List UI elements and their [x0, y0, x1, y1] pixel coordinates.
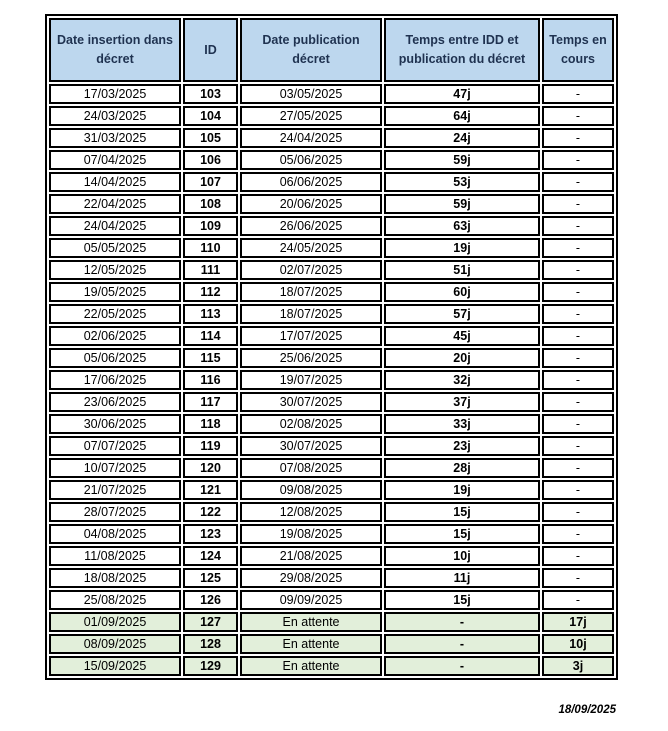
cell-temps-en-cours: -	[542, 216, 614, 236]
cell-date-insertion: 31/03/2025	[49, 128, 181, 148]
cell-id: 123	[183, 524, 238, 544]
table-row	[49, 480, 614, 500]
cell-temps-entre: 32j	[384, 370, 540, 390]
cell-temps-en-cours: -	[542, 436, 614, 456]
table-row	[49, 502, 614, 522]
table-body	[49, 84, 614, 676]
cell-temps-entre: 53j	[384, 172, 540, 192]
cell-date-insertion: 18/08/2025	[49, 568, 181, 588]
cell-temps-en-cours: -	[542, 128, 614, 148]
report-date: 18/09/2025	[558, 704, 616, 716]
cell-temps-en-cours: -	[542, 546, 614, 566]
table-row	[49, 568, 614, 588]
cell-temps-entre: 64j	[384, 106, 540, 126]
cell-id: 110	[183, 238, 238, 258]
cell-temps-en-cours: -	[542, 370, 614, 390]
header-row	[49, 18, 614, 82]
cell-date-publication: 21/08/2025	[240, 546, 382, 566]
cell-temps-en-cours: -	[542, 414, 614, 434]
cell-date-publication: 24/04/2025	[240, 128, 382, 148]
cell-date-publication: 03/05/2025	[240, 84, 382, 104]
cell-temps-entre: 51j	[384, 260, 540, 280]
cell-temps-entre: 10j	[384, 546, 540, 566]
cell-date-insertion: 10/07/2025	[49, 458, 181, 478]
cell-id: 116	[183, 370, 238, 390]
table-row	[49, 370, 614, 390]
cell-date-insertion: 05/06/2025	[49, 348, 181, 368]
cell-date-insertion: 22/05/2025	[49, 304, 181, 324]
cell-id: 106	[183, 150, 238, 170]
cell-temps-entre: 63j	[384, 216, 540, 236]
cell-id: 111	[183, 260, 238, 280]
cell-temps-entre: 59j	[384, 194, 540, 214]
cell-temps-entre: 47j	[384, 84, 540, 104]
header-temps-entre: Temps entre IDD et publication du décret	[384, 18, 540, 82]
cell-temps-entre: 23j	[384, 436, 540, 456]
table-row	[49, 524, 614, 544]
cell-id: 108	[183, 194, 238, 214]
cell-date-publication: 09/08/2025	[240, 480, 382, 500]
cell-temps-en-cours: -	[542, 480, 614, 500]
cell-date-publication: En attente	[240, 656, 382, 676]
cell-temps-en-cours: -	[542, 392, 614, 412]
cell-temps-entre: -	[384, 634, 540, 654]
cell-temps-en-cours: -	[542, 304, 614, 324]
cell-date-insertion: 07/07/2025	[49, 436, 181, 456]
cell-temps-en-cours: -	[542, 568, 614, 588]
cell-date-insertion: 17/03/2025	[49, 84, 181, 104]
cell-temps-en-cours: -	[542, 194, 614, 214]
table-row	[49, 634, 614, 654]
cell-date-publication: En attente	[240, 634, 382, 654]
header-date-publication: Date publication décret	[240, 18, 382, 82]
cell-date-insertion: 19/05/2025	[49, 282, 181, 302]
table-row	[49, 326, 614, 346]
cell-id: 121	[183, 480, 238, 500]
cell-id: 109	[183, 216, 238, 236]
cell-date-publication: 18/07/2025	[240, 304, 382, 324]
cell-temps-en-cours: -	[542, 348, 614, 368]
cell-temps-en-cours: -	[542, 106, 614, 126]
cell-date-insertion: 17/06/2025	[49, 370, 181, 390]
cell-id: 105	[183, 128, 238, 148]
cell-temps-entre: 28j	[384, 458, 540, 478]
cell-temps-entre: 15j	[384, 502, 540, 522]
cell-temps-en-cours: -	[542, 172, 614, 192]
cell-id: 122	[183, 502, 238, 522]
cell-temps-entre: 57j	[384, 304, 540, 324]
cell-id: 125	[183, 568, 238, 588]
cell-temps-entre: 15j	[384, 524, 540, 544]
cell-id: 128	[183, 634, 238, 654]
cell-date-insertion: 24/04/2025	[49, 216, 181, 236]
cell-temps-entre: 15j	[384, 590, 540, 610]
cell-date-publication: 26/06/2025	[240, 216, 382, 236]
cell-id: 129	[183, 656, 238, 676]
table-row	[49, 106, 614, 126]
cell-date-insertion: 07/04/2025	[49, 150, 181, 170]
cell-date-insertion: 01/09/2025	[49, 612, 181, 632]
cell-id: 104	[183, 106, 238, 126]
table-row	[49, 216, 614, 236]
cell-date-insertion: 28/07/2025	[49, 502, 181, 522]
cell-temps-entre: 20j	[384, 348, 540, 368]
cell-temps-entre: 59j	[384, 150, 540, 170]
table-row	[49, 436, 614, 456]
cell-temps-entre: 19j	[384, 480, 540, 500]
cell-date-publication: 30/07/2025	[240, 392, 382, 412]
cell-date-insertion: 30/06/2025	[49, 414, 181, 434]
cell-id: 120	[183, 458, 238, 478]
cell-date-publication: 09/09/2025	[240, 590, 382, 610]
table-row	[49, 304, 614, 324]
cell-temps-en-cours: -	[542, 458, 614, 478]
cell-id: 113	[183, 304, 238, 324]
cell-date-publication: 02/07/2025	[240, 260, 382, 280]
cell-temps-entre: 19j	[384, 238, 540, 258]
cell-date-publication: 29/08/2025	[240, 568, 382, 588]
cell-temps-en-cours: 17j	[542, 612, 614, 632]
cell-date-publication: 07/08/2025	[240, 458, 382, 478]
cell-date-insertion: 14/04/2025	[49, 172, 181, 192]
cell-date-publication: 19/07/2025	[240, 370, 382, 390]
cell-date-insertion: 25/08/2025	[49, 590, 181, 610]
cell-temps-en-cours: -	[542, 502, 614, 522]
cell-date-insertion: 05/05/2025	[49, 238, 181, 258]
table-row	[49, 194, 614, 214]
table-row	[49, 260, 614, 280]
table-row	[49, 348, 614, 368]
cell-date-insertion: 04/08/2025	[49, 524, 181, 544]
cell-temps-entre: 45j	[384, 326, 540, 346]
cell-date-insertion: 15/09/2025	[49, 656, 181, 676]
table-row	[49, 458, 614, 478]
cell-date-publication: 02/08/2025	[240, 414, 382, 434]
cell-temps-en-cours: 3j	[542, 656, 614, 676]
header-id: ID	[183, 18, 238, 82]
table-row	[49, 172, 614, 192]
cell-date-insertion: 21/07/2025	[49, 480, 181, 500]
cell-temps-en-cours: 10j	[542, 634, 614, 654]
cell-temps-entre: 33j	[384, 414, 540, 434]
table-row	[49, 656, 614, 676]
cell-date-insertion: 24/03/2025	[49, 106, 181, 126]
cell-temps-en-cours: -	[542, 84, 614, 104]
cell-temps-en-cours: -	[542, 238, 614, 258]
cell-id: 115	[183, 348, 238, 368]
cell-temps-entre: -	[384, 656, 540, 676]
decree-tracking-table	[45, 14, 618, 680]
cell-date-insertion: 08/09/2025	[49, 634, 181, 654]
cell-temps-en-cours: -	[542, 326, 614, 346]
table-row	[49, 590, 614, 610]
cell-date-publication: 18/07/2025	[240, 282, 382, 302]
cell-id: 124	[183, 546, 238, 566]
cell-date-insertion: 12/05/2025	[49, 260, 181, 280]
cell-temps-entre: 60j	[384, 282, 540, 302]
table-row	[49, 414, 614, 434]
cell-temps-entre: -	[384, 612, 540, 632]
cell-date-publication: 12/08/2025	[240, 502, 382, 522]
table-header	[49, 18, 614, 82]
cell-temps-entre: 24j	[384, 128, 540, 148]
table-row	[49, 612, 614, 632]
cell-date-publication: 20/06/2025	[240, 194, 382, 214]
cell-temps-en-cours: -	[542, 282, 614, 302]
cell-date-insertion: 22/04/2025	[49, 194, 181, 214]
cell-temps-en-cours: -	[542, 150, 614, 170]
cell-date-publication: 27/05/2025	[240, 106, 382, 126]
table-row	[49, 546, 614, 566]
table-row	[49, 128, 614, 148]
cell-temps-en-cours: -	[542, 590, 614, 610]
cell-date-publication: 06/06/2025	[240, 172, 382, 192]
cell-date-publication: En attente	[240, 612, 382, 632]
table-row	[49, 238, 614, 258]
cell-date-publication: 30/07/2025	[240, 436, 382, 456]
cell-date-insertion: 02/06/2025	[49, 326, 181, 346]
cell-id: 127	[183, 612, 238, 632]
cell-date-publication: 05/06/2025	[240, 150, 382, 170]
table-row	[49, 84, 614, 104]
cell-date-insertion: 23/06/2025	[49, 392, 181, 412]
table-row	[49, 282, 614, 302]
cell-id: 119	[183, 436, 238, 456]
cell-date-publication: 24/05/2025	[240, 238, 382, 258]
cell-id: 114	[183, 326, 238, 346]
cell-date-publication: 17/07/2025	[240, 326, 382, 346]
header-date-insertion: Date insertion dans décret	[49, 18, 181, 82]
cell-id: 103	[183, 84, 238, 104]
cell-id: 117	[183, 392, 238, 412]
table-row	[49, 150, 614, 170]
cell-date-publication: 19/08/2025	[240, 524, 382, 544]
cell-id: 107	[183, 172, 238, 192]
header-temps-en-cours: Temps en cours	[542, 18, 614, 82]
table-row	[49, 392, 614, 412]
cell-id: 112	[183, 282, 238, 302]
cell-date-insertion: 11/08/2025	[49, 546, 181, 566]
cell-temps-entre: 37j	[384, 392, 540, 412]
cell-date-publication: 25/06/2025	[240, 348, 382, 368]
cell-id: 118	[183, 414, 238, 434]
cell-temps-en-cours: -	[542, 260, 614, 280]
cell-temps-entre: 11j	[384, 568, 540, 588]
cell-temps-en-cours: -	[542, 524, 614, 544]
cell-id: 126	[183, 590, 238, 610]
